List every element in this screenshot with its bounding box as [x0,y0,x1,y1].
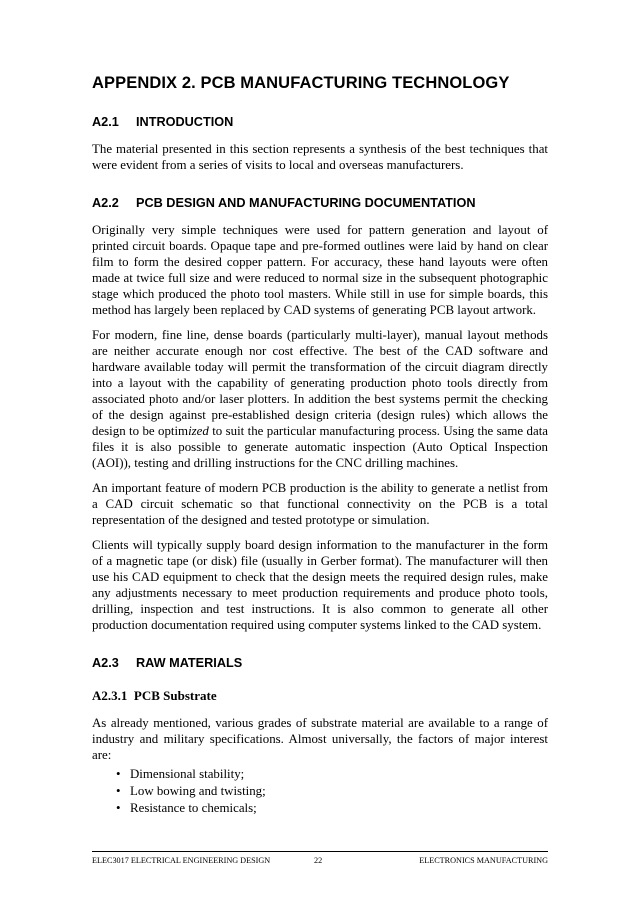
page-content [92,74,548,817]
section-heading-raw-materials [92,656,548,670]
footer-course: ELEC3017 ELECTRICAL ENGINEERING DESIGN [92,856,271,865]
footer-topic: ELECTRONICS MANUFACTURING [419,856,548,865]
footer-divider [92,851,548,852]
text-run: to suit the particular manufacturing process. Using the same data files it is also possible to generate automatic inspection (Auto Optical Inspection (AOI)), testing and drilling instructions for the CNC drilling machines. [92,424,548,470]
subsection-number: A2.3.1 [92,688,128,703]
section-number: A2.2 [92,196,119,210]
section-title: PCB DESIGN AND MANUFACTURING DOCUMENTATION [136,196,476,210]
intro-paragraph: The material presented in this section represents a synthesis of the best techniques that were evident from a series of visits to local and overseas manufacturers. [92,142,548,172]
section-heading-introduction [92,115,548,129]
page-footer [92,856,548,865]
design-paragraph-1: Originally very simple techniques were used for pattern generation and layout of printed circuit boards. Opaque tape and pre-formed outlines were laid by hand on clear film to form the desired copper pattern. For accuracy, these hand layouts were often made at twice full size and were reduced to normal size in the subsequent photographic stage which produced the photo tool masters. While still in use for simple boards, this method has largely been replaced by CAD systems of generating PCB layout artwork. [92,223,548,317]
list-item [116,766,548,782]
page-number: 22 [314,856,323,865]
list-item-text: Dimensional stability; [130,767,245,781]
bullet-icon: • [116,801,121,815]
subsection-heading-pcb-substrate [92,688,548,704]
bullet-icon: • [116,784,121,798]
substrate-factors-list [92,766,548,816]
section-title: RAW MATERIALS [136,656,243,670]
section-heading-design [92,196,548,210]
list-item-text: Low bowing and twisting; [130,784,266,798]
italic-text-run: ized [188,424,209,438]
list-item [116,783,548,799]
bullet-icon: • [116,767,121,781]
section-number: A2.3 [92,656,119,670]
design-paragraph-4: Clients will typically supply board design information to the manufacturer in the form of a magnetic tape (or disk) file (usually in Gerber format). The manufacturer will then use his CAD equipment to check that the design meets the required design rules, make any adjustments necessary to meet production requirements and produce photo tools, drilling, inspection and test instructions. It is also common to generate all other production documentation required using computer systems linked to the CAD system. [92,538,548,632]
section-number: A2.1 [92,115,119,129]
section-title: INTRODUCTION [136,115,234,129]
list-item-text: Resistance to chemicals; [130,801,257,815]
design-paragraph-2 [92,327,548,471]
appendix-title: APPENDIX 2. PCB MANUFACTURING TECHNOLOGY [92,74,510,92]
list-item [116,800,548,816]
design-paragraph-3: An important feature of modern PCB production is the ability to generate a netlist from a CAD circuit schematic so that functional connectivity on the PCB is a total representation of the designed and tested prototype or simulation. [92,481,548,527]
text-run: For modern, fine line, dense boards (particularly multi-layer), manual layout methods are neither accurate enough nor cost effective. The best of the CAD software and hardware available today will permit the transformation of the circuit diagram directly into a layout with the capability of generating production photo tools directly from associated photo and/or laser plotters. In addition the best systems permit the checking of the design against pre-established design criteria (design rules) which allows the design to be optim [92,328,548,438]
substrate-paragraph: As already mentioned, various grades of substrate material are available to a range of industry and military specifications. Almost universally, the factors of major interest are: [92,716,548,762]
subsection-title: PCB Substrate [133,688,217,703]
